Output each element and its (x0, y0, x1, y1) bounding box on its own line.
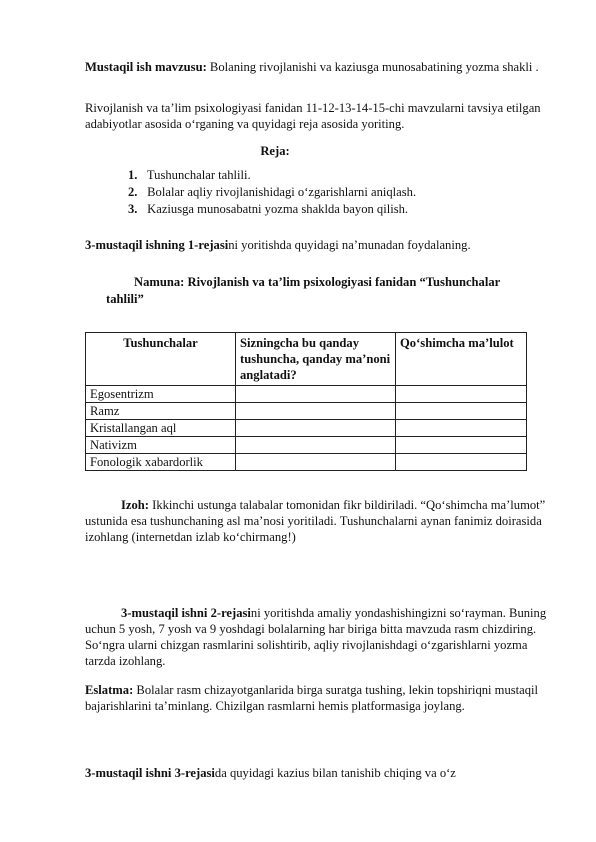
note2-label: Eslatma: (85, 683, 134, 697)
meaning-cell (236, 420, 396, 437)
task3-label: 3-mustaqil ishni 3-rejasi (85, 766, 215, 780)
meaning-cell (236, 454, 396, 471)
term-cell: Fonologik xabardorlik (86, 454, 236, 471)
terms-table (85, 332, 527, 471)
sample-line-2: tahlili” (106, 292, 144, 306)
extra-cell (396, 437, 527, 454)
topic-text: Bolaning rivojlanishi va kaziusga munosabatining yozma shakli . (206, 60, 539, 74)
table-row (86, 403, 527, 420)
note1-paragraph (85, 497, 555, 545)
table-row (86, 437, 527, 454)
table-row (86, 454, 527, 471)
extra-cell (396, 403, 527, 420)
table-header-row (86, 333, 527, 386)
sample-line-1: Namuna: Rivojlanish va ta’lim psixologiyasi fanidan “Tushunchalar (134, 275, 501, 289)
task2-paragraph (85, 605, 555, 669)
note2-text: Bolalar rasm chizayotganlarida birga suratga tushing, lekin topshiriqni mustaqil bajarishlarini ta’minlang. Chizilgan rasmlarni hemis platformasiga joylang. (85, 683, 539, 713)
note2-paragraph (85, 682, 555, 714)
instruction-paragraph: Rivojlanish va ta’lim psixologiyasi fanidan 11-12-13-14-15-chi mavzularni tavsiya etilgan adabiyotlar asosida o‘rganing va quyidagi reja asosida yoriting. (85, 101, 541, 131)
meaning-cell (236, 403, 396, 420)
term-cell: Ramz (86, 403, 236, 420)
plan-list (128, 167, 416, 218)
extra-cell (396, 454, 527, 471)
task1-label: 3-mustaqil ishning 1-rejasi (85, 238, 229, 252)
topic-label: Mustaqil ish mavzusu: (85, 60, 207, 74)
topic-paragraph (85, 59, 555, 75)
plan-item: 2. Bolalar aqliy rivojlanishidagi o‘zgarishlarni aniqlash. (128, 185, 417, 199)
note1-text: Ikkinchi ustunga talabalar tomonidan fikr bildiriladi. “Qo‘shimcha ma’lumot” ustunida esa tushunchaning asl ma’nosi yoritiladi. Tushunchalarni aynan fanimiz doirasida izohlang (internetdan izlab ko‘chirmang!) (85, 498, 546, 544)
extra-cell (396, 420, 527, 437)
note1-label: Izoh: (121, 498, 149, 512)
term-cell: Kristallangan aql (86, 420, 236, 437)
table-row (86, 386, 527, 403)
task1-paragraph (85, 237, 555, 253)
header-terms: Tushunchalar (86, 333, 236, 386)
plan-title: Reja: (260, 144, 290, 158)
term-cell: Egosentrizm (86, 386, 236, 403)
meaning-cell (236, 386, 396, 403)
table-row (86, 420, 527, 437)
task1-text: ni yoritishda quyidagi na’munadan foydalaning. (228, 238, 471, 252)
term-cell: Nativizm (86, 437, 236, 454)
task2-text: ni yoritishda amaliy yondashishingizni so‘rayman. Buning uchun 5 yosh, 7 yosh va 9 yoshdagi bolalarning har biriga bitta mavzuda rasm chizdiring. So‘ngra ularni chizgan rasmlarini solishtirib, aqliy rivojlanishdagi o‘zgarishlarni yozma tarzda izohlang. (85, 606, 547, 668)
plan-item: 1. Tushunchalar tahlili. (128, 168, 251, 182)
header-extra: Qo‘shimcha ma’lulot (396, 333, 527, 386)
meaning-cell (236, 437, 396, 454)
task3-paragraph (85, 765, 555, 781)
plan-item: 3. Kaziusga munosabatni yozma shaklda bayon qilish. (128, 202, 409, 216)
task3-text: da quyidagi kazius bilan tanishib chiqing va o‘z (214, 766, 456, 780)
task2-label: 3-mustaqil ishni 2-rejasi (121, 606, 251, 620)
header-meaning: Sizningcha bu qanday tushuncha, qanday ma’noni anglatadi? (236, 333, 396, 386)
extra-cell (396, 386, 527, 403)
